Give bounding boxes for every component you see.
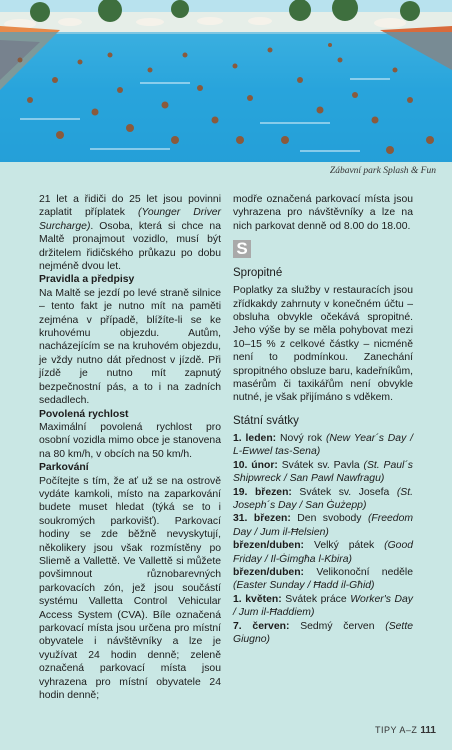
holiday-item: 1. leden: Nový rok (New Year´s Day / L-Ewwel tas-Sena) <box>233 432 414 458</box>
water-park-photo <box>0 0 452 162</box>
paragraph-rules: Na Maltě se jezdí po levé straně silnice – tento fakt je nutno mít na paměti zejména v případě, blížíte-li se ke kruhovému objezdu. Autům, nacházejícím se na kruhovém objezdu, je vždy nutno dát přednost v jízdě. Při jízdě je nutno mít zapnutý bezpečnostní pás, a to i na zadních sedadlech. <box>39 287 221 407</box>
paragraph-tipping: Poplatky za služby v restauracích jsou zřídkakdy zahrnuty v konečném účtu – obsluha obvykle očekává spropitné. Jeho výše by se měla pohybovat mezi 10–15 % z celkové částky – nicméně není to podmínkou. Zanechání spropitného obsluze baru, kadeřníkům, masérům či taxikářům není obvykle nutné, je však přijímáno s vděkem. <box>233 285 413 404</box>
page-footer <box>375 725 436 736</box>
surcharge-term: (Younger Driver Surcharge) <box>39 207 222 232</box>
heading-speed: Povolená rychlost <box>39 408 129 420</box>
heading-rules: Pravidla a předpisy <box>39 274 135 286</box>
paragraph-driver-surcharge: 21 let a řidiči do 25 let jsou povinni zaplatit příplatek (Younger Driver Surcharge). Osoba, která si chce na Maltě pronajmout vozidlo, musí být držitelem řidičského průkazu po dobu nejméně dvou let. <box>39 194 222 273</box>
footer-section-label: TIPY A–Z <box>375 725 418 735</box>
holiday-item: 7. červen: Sedmý červen (Sette Giugno) <box>233 620 413 645</box>
paragraph-speed: Maximální povolená rychlost pro osobní vozidla mimo obce je stanovena na 80 km/h, v obcích na 50 km/h. <box>39 421 221 460</box>
heading-parking: Parkování <box>39 462 89 474</box>
holiday-item: březen/duben: Velikonoční neděle (Easter Sunday / Ħadd il-Għid) <box>233 566 414 592</box>
holiday-list <box>233 432 413 647</box>
section-letter-badge: S <box>233 240 251 258</box>
paragraph-parking-cont: modře označená parkovací místa jsou vyhrazena pro návštěvníky a lze na nich parkovat denně od 8.00 do 18.00. <box>233 194 413 232</box>
holiday-item: 19. březen: Svátek sv. Josefa (St. Joseph´s Day / San Ġużepp) <box>233 486 413 511</box>
left-column <box>39 193 221 702</box>
pool-illustration <box>0 0 452 162</box>
photo-caption: Zábavní park Splash & Fun <box>329 166 436 176</box>
holiday-item: 1. květen: Svátek práce Worker's Day / Jum il-Ħaddiem) <box>233 593 413 619</box>
holiday-item: 31. březen: Den svobody (Freedom Day / Jum il-Ħelsien) <box>233 513 414 538</box>
paragraph-parking: Počítejte s tím, že ať už se na ostrově vydáte kamkoli, místo na zaparkování budete muset hledat (týká se to i soukromých parkovišť). Parkovací hodiny se zde běžně nevyskytují, několikery jsou však rozmístěny po Sliemě a Vallettě. Ve Vallettě si můžete povšimnout různobarevných parkovacích zón, jež jsou součástí systému Valletta Control Vehicular Access System (CVA). Bíle označená parkovací místa jsou určena pro místní obyvatele i návštěvníky a lze je využívat 24 hodin denně; zeleně označená parkovací místa jsou vyhrazena pro místní obyvatele 24 hodin denně; <box>39 475 221 702</box>
right-column <box>233 193 413 646</box>
holiday-item: březen/duben: Velký pátek (Good Friday / Il-Ġimgħa l-Kbira) <box>233 540 414 565</box>
page-number: 111 <box>420 725 436 736</box>
heading-tipping: Spropitné <box>233 267 283 280</box>
heading-public-holidays: Státní svátky <box>233 414 299 427</box>
holiday-item: 10. únor: Svátek sv. Pavla (St. Paul´s Shipwreck / San Pawl Nawfragu) <box>233 459 413 485</box>
